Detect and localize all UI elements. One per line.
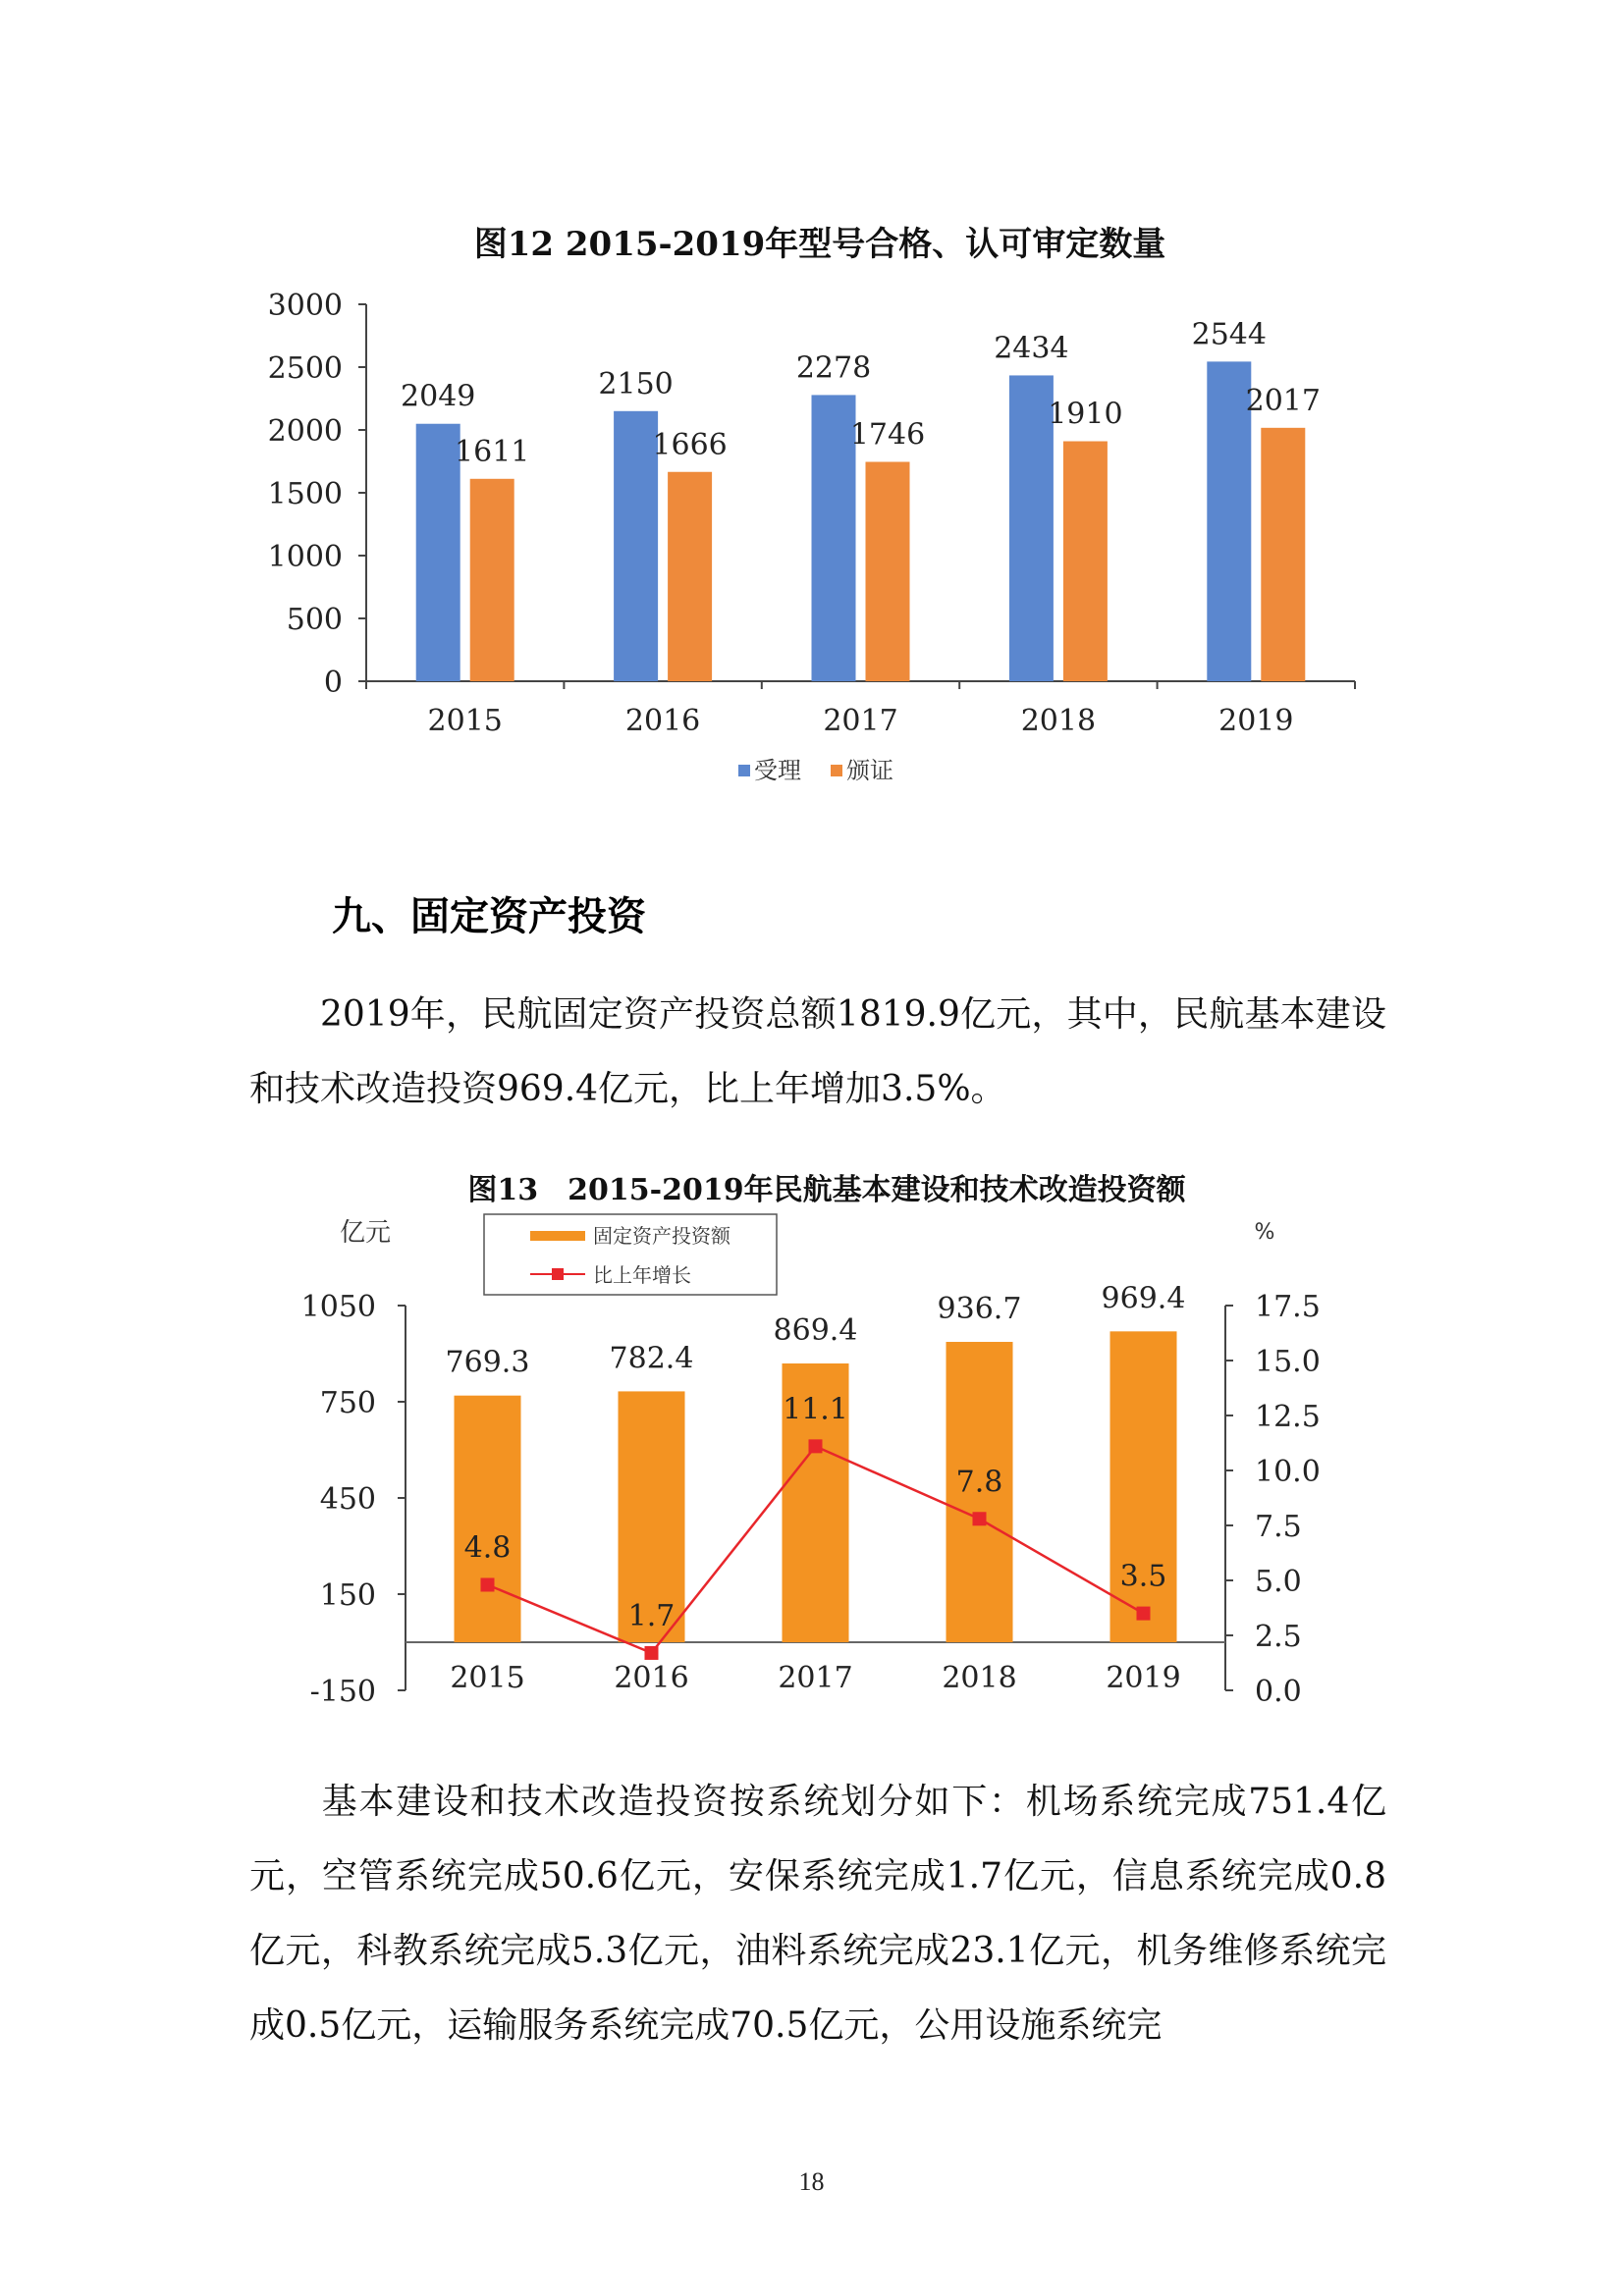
page-number: 18 xyxy=(798,2167,825,2196)
legend-label: 颁证 xyxy=(846,757,893,784)
left-tick-label: -150 xyxy=(309,1675,376,1709)
x-tick-label: 2017 xyxy=(778,1661,853,1695)
data-label: 1910 xyxy=(1048,397,1123,432)
chart-title: 图13 2015-2019年民航基本建设和技术改造投资额 xyxy=(467,1173,1186,1207)
growth-marker-2018 xyxy=(973,1512,987,1525)
data-label: 2434 xyxy=(994,331,1069,366)
y-tick-label: 2500 xyxy=(267,351,343,386)
legend-label: 比上年增长 xyxy=(593,1263,691,1287)
growth-data-label: 3.5 xyxy=(1119,1559,1167,1594)
y-tick-label: 2000 xyxy=(267,414,343,449)
y-tick-label: 0 xyxy=(323,666,343,700)
left-tick-label: 750 xyxy=(319,1386,376,1420)
bar-data-label: 869.4 xyxy=(773,1312,858,1348)
data-label: 2278 xyxy=(795,350,872,386)
bar-investment-2015 xyxy=(455,1396,521,1642)
right-tick-label: 7.5 xyxy=(1255,1510,1302,1544)
data-label: 2544 xyxy=(1191,317,1267,352)
x-tick-label: 2015 xyxy=(450,1661,525,1695)
growth-marker-2015 xyxy=(481,1577,495,1591)
bar-data-label: 969.4 xyxy=(1101,1281,1186,1316)
right-axis-unit: % xyxy=(1254,1220,1275,1245)
data-label: 2150 xyxy=(598,366,674,401)
bar-data-label: 936.7 xyxy=(937,1292,1022,1327)
bar-investment-2019 xyxy=(1110,1331,1177,1642)
y-tick-label: 1000 xyxy=(267,540,343,574)
growth-marker-2016 xyxy=(645,1646,659,1660)
right-tick-label: 12.5 xyxy=(1255,1400,1321,1434)
legend-swatch-marker xyxy=(552,1268,564,1280)
right-tick-label: 5.0 xyxy=(1255,1565,1302,1599)
legend-label: 固定资产投资额 xyxy=(593,1224,730,1248)
growth-marker-2019 xyxy=(1137,1607,1151,1621)
right-tick-label: 10.0 xyxy=(1255,1455,1321,1489)
section-heading: 九、固定资产投资 xyxy=(332,894,646,939)
data-label: 1666 xyxy=(652,427,728,462)
growth-data-label: 1.7 xyxy=(627,1598,676,1633)
x-tick-label: 2019 xyxy=(1106,1661,1181,1695)
data-label: 2049 xyxy=(401,379,476,414)
left-axis-unit: 亿元 xyxy=(339,1218,392,1248)
right-tick-label: 0.0 xyxy=(1255,1675,1302,1709)
right-tick-label: 17.5 xyxy=(1255,1290,1321,1324)
y-tick-label: 3000 xyxy=(267,289,343,323)
x-tick-label: 2018 xyxy=(1020,704,1097,738)
x-tick-label: 2018 xyxy=(942,1661,1017,1695)
x-tick-label: 2017 xyxy=(823,704,898,738)
growth-data-label: 7.8 xyxy=(955,1465,1003,1500)
paragraph-investment-by-system xyxy=(249,1765,1386,2063)
left-tick-label: 450 xyxy=(319,1482,376,1517)
legend-swatch-bar xyxy=(530,1231,585,1241)
data-label: 2017 xyxy=(1245,383,1321,418)
bar-data-label: 782.4 xyxy=(609,1341,694,1376)
right-tick-label: 15.0 xyxy=(1255,1345,1321,1379)
chart-title: 图12 2015-2019年型号合格、认可审定数量 xyxy=(473,225,1166,264)
growth-data-label: 11.1 xyxy=(783,1392,848,1427)
legend-label: 受理 xyxy=(754,757,801,784)
growth-data-label: 4.8 xyxy=(463,1530,512,1566)
y-tick-label: 1500 xyxy=(267,477,343,511)
data-label: 1611 xyxy=(455,434,530,469)
right-tick-label: 2.5 xyxy=(1255,1620,1302,1654)
growth-marker-2017 xyxy=(809,1439,823,1453)
paragraph-text: 基本建设和技术改造投资按系统划分如下：机场系统完成751.4亿元，空管系统完成50.6亿元，安保系统完成1.7亿元，信息系统完成0.8亿元，科教系统完成5.3亿元，油料系统完成23.1亿元，机务维修系统完成0.5亿元，运输服务系统完成70.5亿元，公用设施系统完 xyxy=(249,1782,1386,2046)
x-tick-label: 2015 xyxy=(427,704,503,738)
left-tick-label: 1050 xyxy=(300,1290,376,1324)
x-tick-label: 2016 xyxy=(614,1661,689,1695)
y-tick-label: 500 xyxy=(286,603,343,637)
x-tick-label: 2016 xyxy=(624,704,701,738)
data-label: 1746 xyxy=(849,417,926,453)
x-tick-label: 2019 xyxy=(1218,704,1294,738)
left-tick-label: 150 xyxy=(319,1578,376,1613)
paragraph-text: 2019年，民航固定资产投资总额1819.9亿元，其中，民航基本建设和技术改造投资969.4亿元，比上年增加3.5%。 xyxy=(249,994,1386,1109)
bar-data-label: 769.3 xyxy=(445,1345,530,1380)
